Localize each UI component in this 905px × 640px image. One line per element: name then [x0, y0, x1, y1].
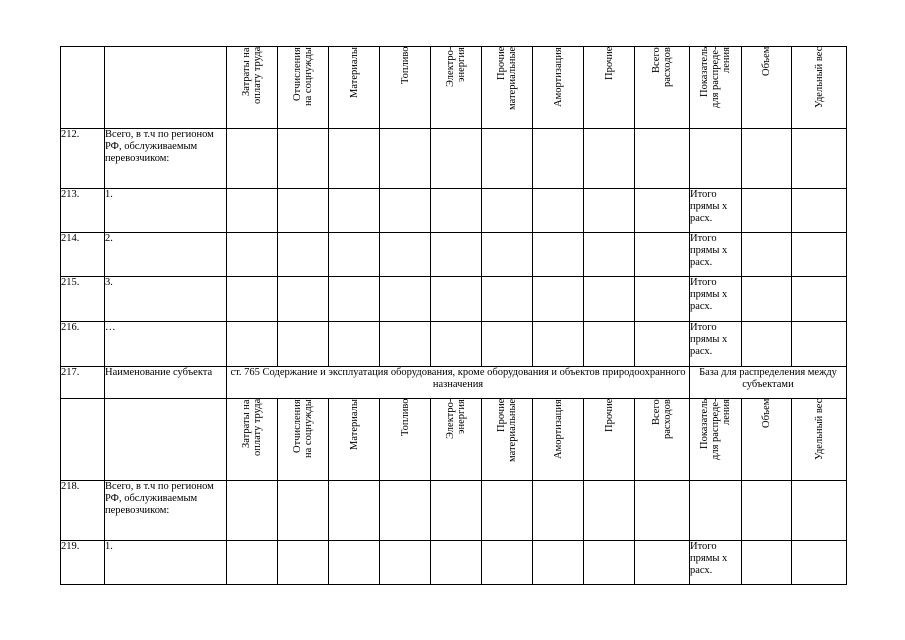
col-materials: Материалы — [348, 47, 360, 98]
row-name: 1. — [105, 541, 227, 585]
col-electricity: Электро- энергия — [445, 399, 467, 440]
table-row — [61, 189, 847, 233]
col-social-contrib: Отчисления на соцнужды — [292, 399, 314, 458]
row-number: 214. — [61, 233, 105, 277]
col-social-contrib: Отчисления на соцнужды — [292, 47, 314, 106]
row-indicator: Итого прямы х расх. — [690, 233, 742, 277]
row-name: … — [105, 322, 227, 367]
row-number: 212. — [61, 129, 105, 189]
col-distribution-indicator: Показатель для распреде- ления — [699, 47, 732, 109]
row-number: 216. — [61, 322, 105, 367]
header-name-cell — [105, 47, 227, 129]
col-total-costs: Всего расходов — [651, 399, 673, 439]
row-number: 219. — [61, 541, 105, 585]
col-other: Прочие — [603, 399, 615, 433]
row-name: 1. — [105, 189, 227, 233]
row-indicator: Итого прямы х расх. — [690, 541, 742, 585]
col-electricity: Электро- энергия — [445, 47, 467, 88]
col-other: Прочие — [603, 47, 615, 81]
table-row — [61, 233, 847, 277]
col-depreciation: Амортизация — [552, 47, 564, 107]
row-name: Всего, в т.ч по регионом РФ, обслуживаемым перевозчиком: — [105, 129, 227, 189]
row-name: 2. — [105, 233, 227, 277]
header-row — [61, 399, 847, 481]
row-number: 217. — [61, 367, 105, 399]
col-volume: Объем — [761, 399, 772, 429]
header-row — [61, 47, 847, 129]
header-num-cell — [61, 47, 105, 129]
col-distribution-indicator: Показатель для распреде- ления — [699, 399, 732, 461]
row-indicator — [690, 129, 742, 189]
row-indicator: Итого прямы х расх. — [690, 277, 742, 322]
row-number: 213. — [61, 189, 105, 233]
row-indicator — [690, 481, 742, 541]
col-labor-cost: Затраты на оплату труда — [241, 47, 263, 105]
col-fuel: Топливо — [399, 47, 411, 85]
cost-table — [60, 46, 847, 585]
section-subject-label: Наименование субъекта — [105, 367, 227, 399]
col-labor-cost: Затраты на оплату труда — [241, 399, 263, 457]
row-name: 3. — [105, 277, 227, 322]
col-other-materials: Прочие материальные — [496, 399, 518, 463]
col-depreciation: Амортизация — [552, 399, 564, 459]
section-header-row — [61, 367, 847, 399]
section-title: ст. 765 Содержание и эксплуатация оборудования, кроме оборудования и объектов природоохранного назначения — [227, 367, 690, 399]
table-row — [61, 322, 847, 367]
col-share: Удельный вес — [813, 399, 825, 461]
col-other-materials: Прочие материальные — [496, 47, 518, 111]
row-indicator: Итого прямы х расх. — [690, 189, 742, 233]
col-share: Удельный вес — [813, 47, 825, 109]
table-row — [61, 277, 847, 322]
col-materials: Материалы — [348, 399, 360, 450]
row-indicator: Итого прямы х расх. — [690, 322, 742, 367]
row-name: Всего, в т.ч по регионом РФ, обслуживаемым перевозчиком: — [105, 481, 227, 541]
distribution-base-header: База для распределения между субъектами — [690, 367, 847, 399]
col-total-costs: Всего расходов — [651, 47, 673, 87]
col-fuel: Топливо — [399, 399, 411, 437]
col-volume: Объем — [761, 47, 772, 77]
table-row — [61, 541, 847, 585]
table-row — [61, 481, 847, 541]
row-number: 218. — [61, 481, 105, 541]
table-row — [61, 129, 847, 189]
header-num-cell — [61, 399, 105, 481]
row-number: 215. — [61, 277, 105, 322]
header-name-cell — [105, 399, 227, 481]
